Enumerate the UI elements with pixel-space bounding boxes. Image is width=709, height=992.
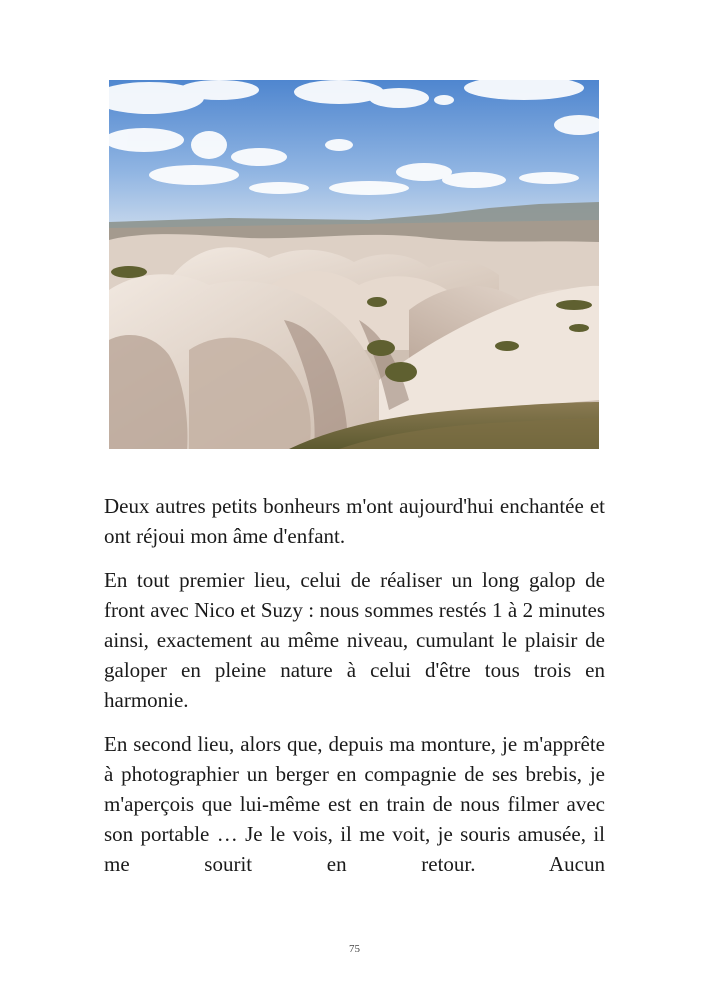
landscape-illustration — [109, 80, 599, 449]
body-text — [104, 491, 605, 893]
page-number: 75 — [349, 943, 360, 955]
paragraph-2: En tout premier lieu, celui de réaliser un long galop de front avec Nico et Suzy : nous sommes restés 1 à 2 minutes ainsi, exactement au même niveau, cumulant le plaisir de galoper en pleine nature à celui d'être tous trois en harmonie. — [104, 568, 605, 712]
paragraph-3: En second lieu, alors que, depuis ma monture, je m'apprête à photographier un berger en compagnie de ses brebis, je m'aperçois que lui-même est en train de nous filmer avec son portable … Je le vois, il me voit, je souris amusée, il me sourit en retour. Aucun — [104, 732, 605, 876]
paragraph-1: Deux autres petits bonheurs m'ont aujourd'hui enchantée et ont réjoui mon âme d'enfant. — [104, 494, 605, 548]
landscape-photo — [109, 80, 599, 449]
